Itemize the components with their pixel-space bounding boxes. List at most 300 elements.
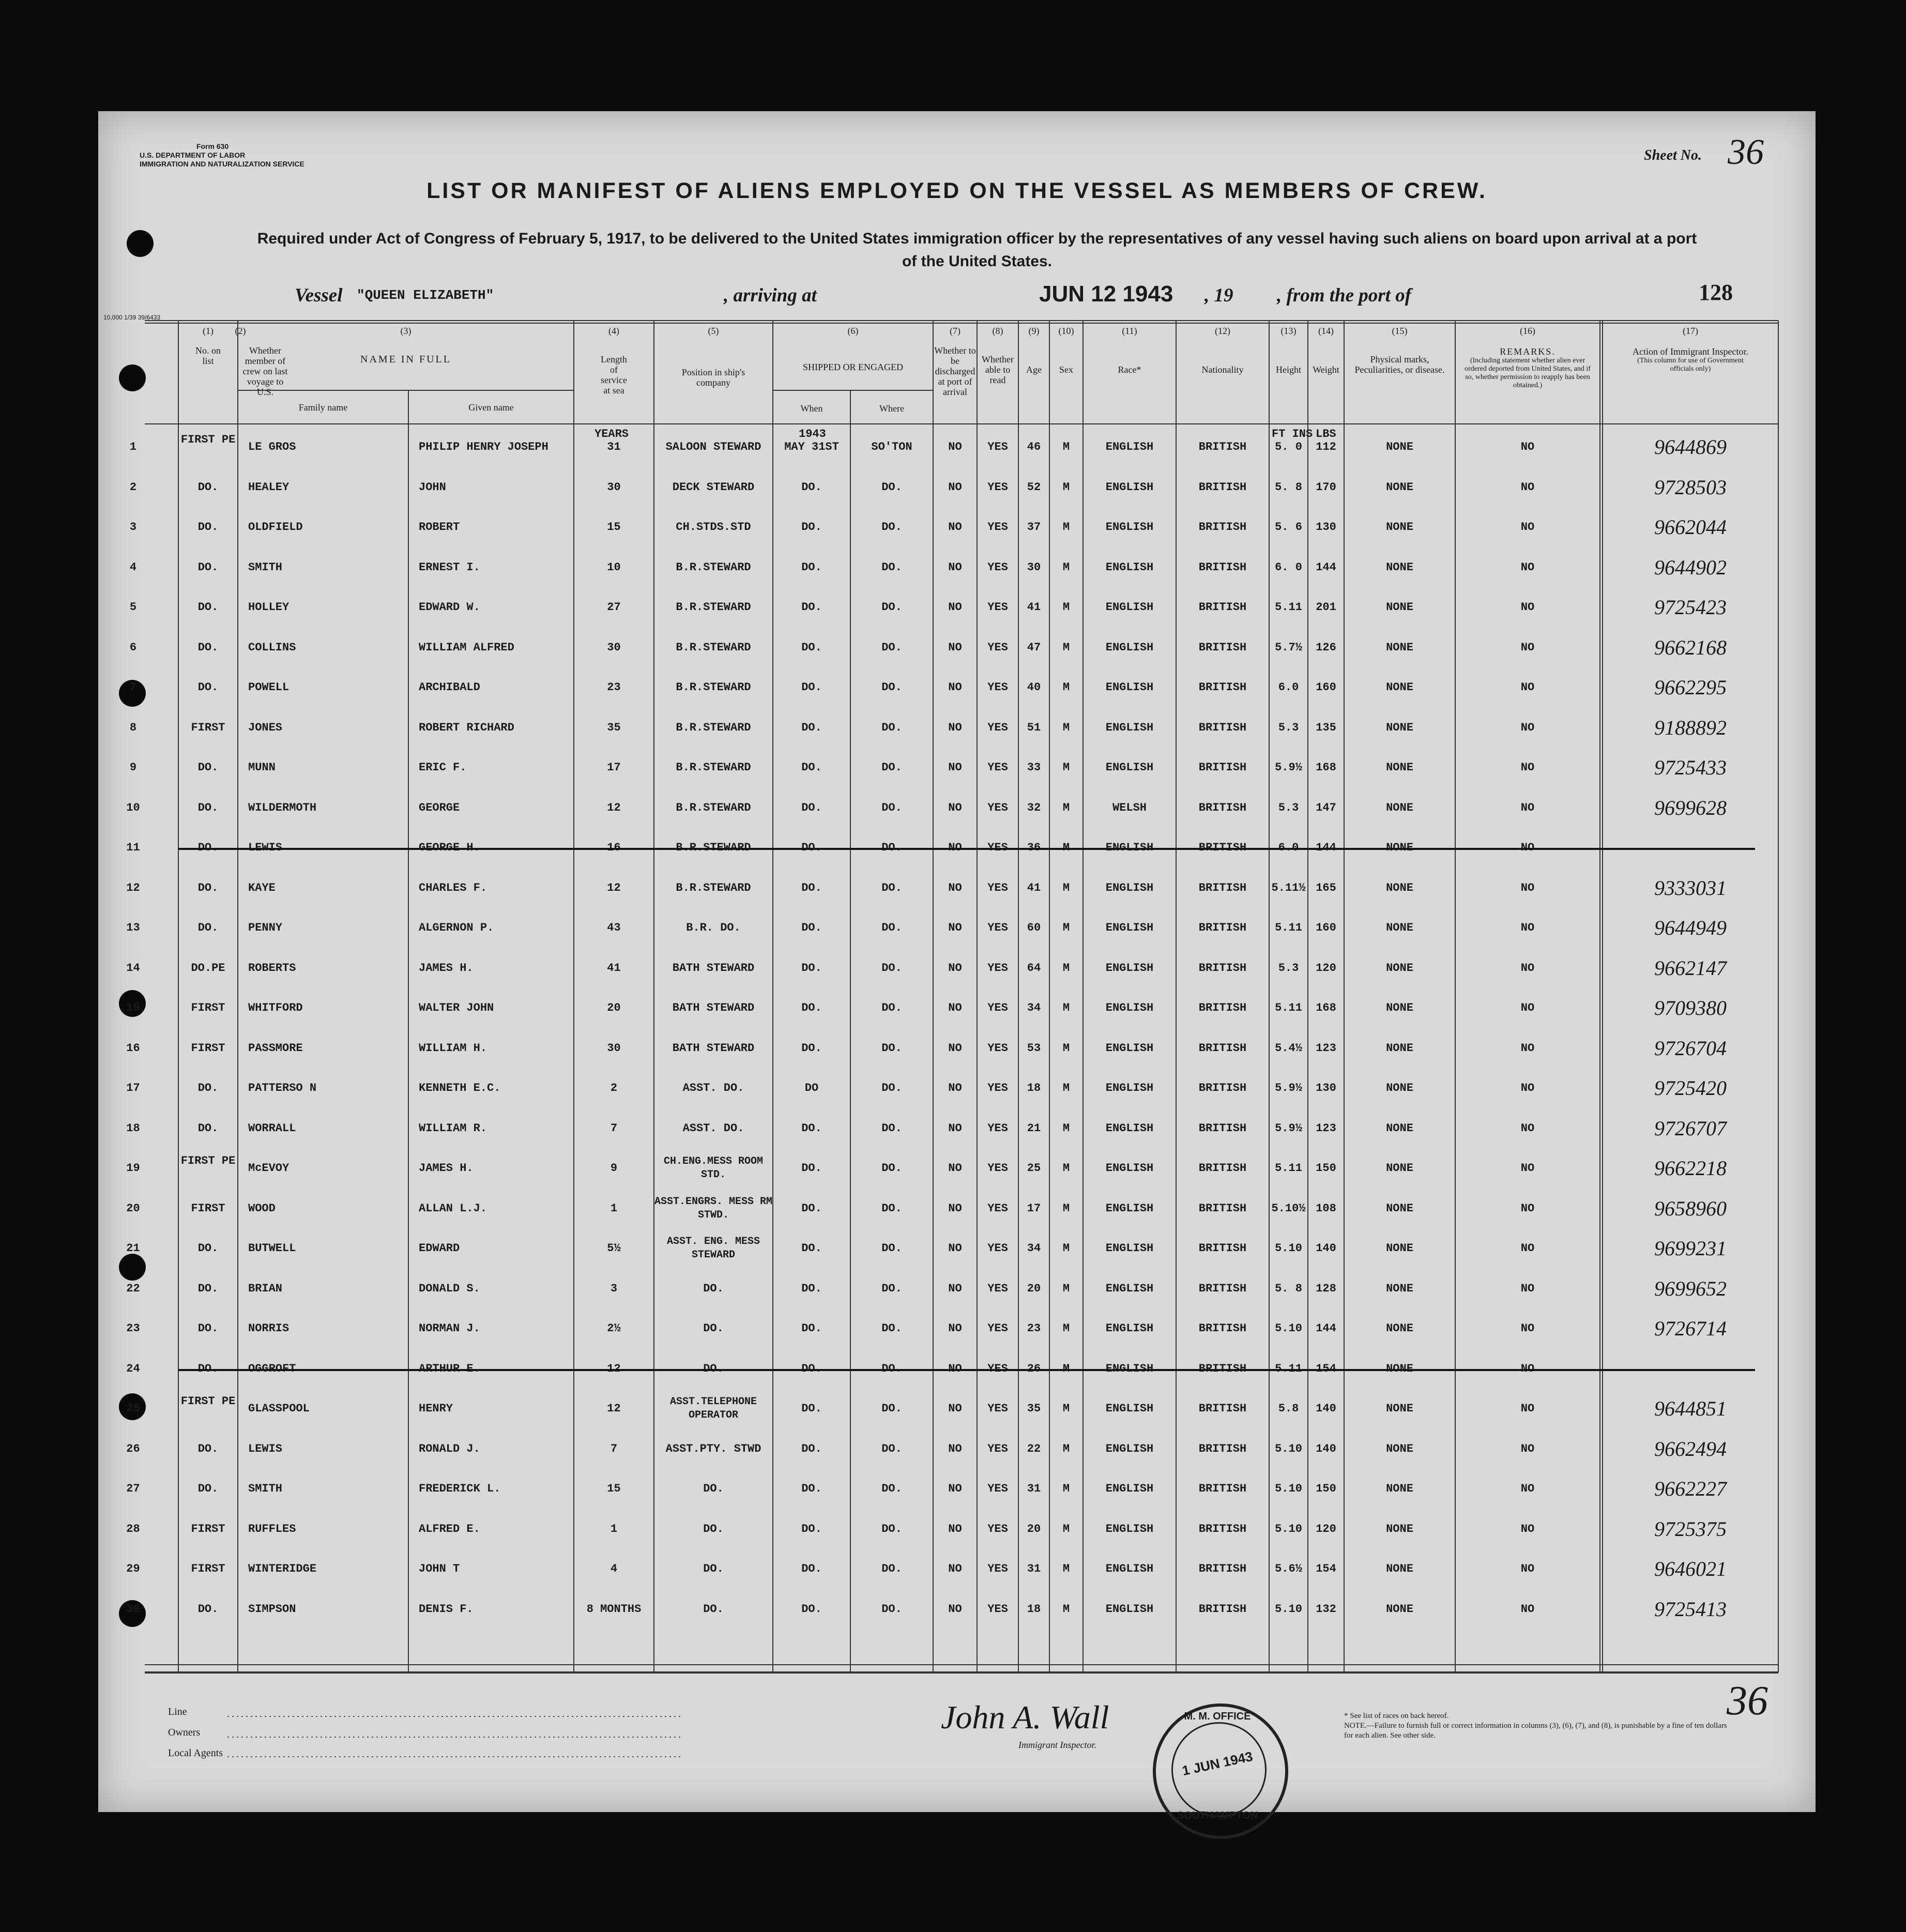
cell-weight: 144 — [1316, 1322, 1336, 1335]
cell-height: 5.3 — [1278, 801, 1299, 814]
cell-service-length: 7 — [610, 1121, 618, 1135]
cell-sex: M — [1062, 721, 1070, 734]
cell-position: B.R.STEWARD — [676, 681, 751, 694]
cell-discharged: NO — [948, 641, 962, 654]
cell-physical-marks: NONE — [1386, 1121, 1413, 1135]
cell-age: 17 — [1027, 1201, 1041, 1215]
col-7-number: (7) — [950, 326, 960, 336]
cell-able-to-read: YES — [987, 761, 1008, 774]
cell-nationality: BRITISH — [1198, 601, 1247, 614]
cell-discharged: NO — [948, 761, 962, 774]
vessel-label: Vessel — [295, 285, 343, 306]
cell-last-voyage: FIRST — [191, 1562, 225, 1575]
cell-shipped-when: DO. — [801, 560, 822, 574]
cell-sex: M — [1062, 761, 1070, 774]
cell-shipped-when: DO. — [801, 1562, 822, 1575]
print-code: 10,000 1/39 39/6433 — [103, 314, 161, 321]
cell-family-name: WINTERIDGE — [248, 1562, 317, 1575]
cell-shipped-when: DO. — [801, 1602, 822, 1616]
cell-position: CH.ENG.MESS ROOM STD. — [663, 1155, 764, 1181]
cell-remarks: NO — [1520, 560, 1535, 574]
cell-discharged: NO — [948, 1121, 962, 1135]
cell-position: BATH STEWARD — [672, 1041, 755, 1055]
cell-age: 20 — [1027, 1522, 1041, 1535]
cell-height: 5.8 — [1278, 1402, 1299, 1415]
cell-race: ENGLISH — [1105, 1041, 1154, 1055]
cell-physical-marks: NONE — [1386, 1242, 1413, 1255]
cell-age: 31 — [1027, 1482, 1041, 1495]
cell-nationality: BRITISH — [1198, 1482, 1247, 1495]
penalty-note: NOTE.—Failure to furnish full or correct information in columns (3), (6), (7), and (8), is punishable by a fine of ten dollars for each alien. See other side. — [1344, 1722, 1727, 1740]
arrival-date: JUN 12 1943 — [1039, 281, 1173, 307]
cell-given-name: WILLIAM ALFRED — [419, 641, 514, 654]
cell-race: ENGLISH — [1105, 1121, 1154, 1135]
cell-physical-marks: NONE — [1386, 521, 1413, 534]
cell-discharged: NO — [948, 601, 962, 614]
cell-height: 5.9½ — [1275, 1121, 1302, 1135]
cell-race: ENGLISH — [1105, 721, 1154, 734]
cell-weight: 132 — [1316, 1602, 1336, 1616]
cell-weight: 150 — [1316, 1162, 1336, 1175]
cell-physical-marks: NONE — [1386, 1082, 1413, 1094]
col-7-label: Whether to be discharged at port of arrival — [934, 345, 976, 397]
cell-remarks: NO — [1520, 681, 1535, 694]
cell-shipped-when: DO. — [801, 761, 822, 774]
cell-nationality: BRITISH — [1198, 560, 1247, 574]
cell-service-length: 2 — [610, 1082, 618, 1094]
cell-height: 5.9½ — [1275, 761, 1302, 774]
col-6-label: SHIPPED OR ENGAGED — [802, 362, 903, 372]
col-4-number: (4) — [608, 326, 619, 336]
cell-family-name: McEVOY — [248, 1162, 289, 1175]
cell-weight: 147 — [1316, 801, 1336, 814]
cell-shipped-where: DO. — [881, 961, 902, 975]
cell-physical-marks: NONE — [1386, 881, 1413, 894]
cell-age: 22 — [1027, 1442, 1041, 1455]
cell-able-to-read: YES — [987, 601, 1008, 614]
cell-position: CH.STDS.STD — [676, 521, 751, 534]
cell-inspector-action: 9699628 — [1654, 796, 1727, 819]
cell-nationality: BRITISH — [1198, 1282, 1247, 1295]
cell-family-name: SIMPSON — [248, 1602, 296, 1616]
cell-family-name: SMITH — [248, 560, 283, 574]
cell-able-to-read: YES — [987, 1602, 1008, 1616]
arriving-label: , arriving at — [724, 285, 817, 306]
col-15-header — [1344, 326, 1455, 375]
cell-able-to-read: YES — [987, 440, 1008, 453]
cell-inspector-action: 9709380 — [1654, 996, 1727, 1020]
col-8-number: (8) — [992, 326, 1003, 336]
col-12-number: (12) — [1215, 326, 1230, 336]
cell-service-length: 43 — [607, 921, 621, 934]
cell-height: 5.11 — [1275, 601, 1302, 614]
cell-service-length: 8 MONTHS — [586, 1602, 642, 1616]
cell-shipped-when: DO. — [801, 721, 822, 734]
cell-position: ASST.ENGRS. MESS RM STWD. — [654, 1195, 773, 1221]
sheet-number-value: 36 — [1728, 132, 1764, 172]
cell-service-length: 20 — [607, 1001, 621, 1014]
cell-family-name: WHITFORD — [248, 1001, 303, 1014]
cell-row-number: 13 — [126, 921, 140, 934]
cell-service-length: 30 — [607, 1041, 621, 1055]
cell-race: ENGLISH — [1105, 480, 1154, 494]
cell-family-name: WOOD — [248, 1201, 276, 1215]
cell-race: ENGLISH — [1105, 560, 1154, 574]
cell-family-name: SMITH — [248, 1482, 283, 1495]
cell-weight: 140 — [1316, 1242, 1336, 1255]
cell-shipped-where: DO. — [881, 1282, 902, 1295]
cell-discharged: NO — [948, 560, 962, 574]
cell-able-to-read: YES — [987, 1282, 1008, 1295]
cell-nationality: BRITISH — [1198, 480, 1247, 494]
cell-last-voyage: DO. — [197, 1442, 219, 1455]
cell-service-length: 5½ — [607, 1242, 621, 1255]
cell-last-voyage: DO. — [197, 761, 219, 774]
cell-nationality: BRITISH — [1198, 521, 1247, 534]
cell-nationality: BRITISH — [1198, 1201, 1247, 1215]
cell-service-length: 7 — [610, 1442, 618, 1455]
cell-age: 64 — [1027, 961, 1041, 975]
cell-row-number: 15 — [126, 1001, 140, 1014]
cell-last-voyage: DO. — [197, 521, 219, 534]
cell-remarks: NO — [1520, 1041, 1535, 1055]
cell-inspector-action: 9725375 — [1654, 1517, 1727, 1541]
cell-able-to-read: YES — [987, 1562, 1008, 1575]
footer-dotted-lines — [227, 1711, 693, 1758]
cell-nationality: BRITISH — [1198, 1322, 1247, 1335]
cell-able-to-read: YES — [987, 881, 1008, 894]
cell-race: ENGLISH — [1105, 601, 1154, 614]
cell-discharged: NO — [948, 1162, 962, 1175]
cell-remarks: NO — [1520, 881, 1535, 894]
cell-row-number: 7 — [129, 681, 137, 694]
cell-race: ENGLISH — [1105, 1562, 1154, 1575]
cell-nationality: BRITISH — [1198, 1242, 1247, 1255]
cell-shipped-where: DO. — [881, 601, 902, 614]
inspector-signature: John A. Wall — [941, 1699, 1109, 1736]
cell-discharged: NO — [948, 921, 962, 934]
col-5-label: Position in ship's company — [681, 367, 745, 388]
cell-given-name: JAMES H. — [419, 961, 474, 975]
cell-last-voyage: FIRST PE — [180, 1154, 236, 1167]
cell-family-name: PENNY — [248, 921, 283, 934]
cell-nationality: BRITISH — [1198, 1442, 1247, 1455]
cell-physical-marks: NONE — [1386, 1282, 1413, 1295]
cell-physical-marks: NONE — [1386, 1162, 1413, 1175]
cell-row-number: 11 — [126, 841, 140, 854]
cell-weight: 140 — [1316, 1442, 1336, 1455]
cell-weight: 168 — [1316, 1001, 1336, 1014]
col-10-number: (10) — [1058, 326, 1074, 336]
cell-family-name: HOLLEY — [248, 601, 289, 614]
cell-shipped-when: DO. — [801, 1482, 822, 1495]
cell-discharged: NO — [948, 521, 962, 534]
col-8-label: Whether able to read — [982, 354, 1014, 385]
col-6-number: (6) — [847, 326, 859, 336]
cell-able-to-read: YES — [987, 560, 1008, 574]
cell-height: 5.10 — [1275, 1442, 1302, 1455]
when-header: When — [800, 403, 823, 414]
cell-physical-marks: NONE — [1386, 721, 1413, 734]
cell-shipped-when: DO. — [801, 1522, 822, 1535]
cell-row-number: 21 — [126, 1242, 140, 1255]
cell-family-name: BRIAN — [248, 1282, 283, 1295]
cell-age: 20 — [1027, 1282, 1041, 1295]
cell-remarks: NO — [1520, 1322, 1535, 1335]
cell-position: DO. — [703, 1482, 724, 1495]
cell-able-to-read: YES — [987, 480, 1008, 494]
cell-given-name: KENNETH E.C. — [419, 1082, 501, 1094]
cell-weight: 123 — [1316, 1041, 1336, 1055]
cell-shipped-where: DO. — [881, 1001, 902, 1014]
cell-last-voyage: FIRST PE — [180, 1395, 236, 1408]
cell-height: 5.10 — [1275, 1522, 1302, 1535]
cell-row-number: 17 — [126, 1082, 140, 1094]
cell-discharged: NO — [948, 1522, 962, 1535]
service-unit: YEARS — [594, 428, 629, 440]
col-15-label: Physical marks, Peculiarities, or disease. — [1354, 354, 1445, 375]
cell-given-name: ROBERT RICHARD — [419, 721, 514, 734]
cell-able-to-read: YES — [987, 1482, 1008, 1495]
inspector-caption: Immigrant Inspector. — [1018, 1740, 1096, 1750]
cell-sex: M — [1062, 1402, 1070, 1415]
cell-last-voyage: DO. — [197, 560, 219, 574]
cell-row-number: 2 — [129, 480, 137, 494]
cell-height: 5. 0 — [1275, 440, 1302, 453]
cell-family-name: JONES — [248, 721, 283, 734]
cell-last-voyage: DO. — [197, 1242, 219, 1255]
cell-row-number: 10 — [126, 801, 140, 814]
manifest-sheet — [98, 111, 1816, 1821]
cell-race: ENGLISH — [1105, 681, 1154, 694]
cell-last-voyage: FIRST — [191, 1201, 225, 1215]
cell-weight: 160 — [1316, 681, 1336, 694]
cell-nationality: BRITISH — [1198, 1001, 1247, 1014]
cell-height: 5.11½ — [1271, 881, 1306, 894]
cell-age: 41 — [1027, 881, 1041, 894]
cell-service-length: 1 — [610, 1201, 618, 1215]
cell-sex: M — [1062, 881, 1070, 894]
cell-able-to-read: YES — [987, 1402, 1008, 1415]
cell-shipped-where: DO. — [881, 1562, 902, 1575]
col-4-header — [574, 326, 654, 395]
cell-physical-marks: NONE — [1386, 1201, 1413, 1215]
cell-able-to-read: YES — [987, 681, 1008, 694]
cell-nationality: BRITISH — [1198, 761, 1247, 774]
cell-shipped-where: DO. — [881, 721, 902, 734]
cell-family-name: BUTWELL — [248, 1242, 296, 1255]
cell-service-length: 30 — [607, 641, 621, 654]
cell-row-number: 27 — [126, 1482, 140, 1495]
cell-family-name: WORRALL — [248, 1121, 296, 1135]
cell-race: ENGLISH — [1105, 521, 1154, 534]
cell-sex: M — [1062, 1562, 1070, 1575]
col-12-label: Nationality — [1201, 364, 1244, 375]
cell-shipped-when: DO. — [801, 601, 822, 614]
line-label: Line — [168, 1706, 187, 1717]
cell-sex: M — [1062, 1121, 1070, 1135]
cell-race: ENGLISH — [1105, 881, 1154, 894]
cell-age: 30 — [1027, 560, 1041, 574]
col-17-sublabel: (This column for use of Government officials only) — [1637, 357, 1744, 373]
cell-weight: 144 — [1316, 560, 1336, 574]
col-10-label: Sex — [1059, 364, 1073, 375]
cell-height: 5.10 — [1275, 1602, 1302, 1616]
cell-given-name: DENIS F. — [419, 1602, 474, 1616]
cell-nationality: BRITISH — [1198, 881, 1247, 894]
cell-given-name: PHILIP HENRY JOSEPH — [419, 440, 548, 453]
col-1-number: (1) — [203, 326, 214, 336]
cell-shipped-when: DO. — [801, 961, 822, 975]
cell-given-name: ARCHIBALD — [419, 681, 480, 694]
cell-weight: 120 — [1316, 961, 1336, 975]
year-label: , 19 — [1204, 285, 1233, 306]
cell-position: B.R.STEWARD — [676, 560, 751, 574]
col-8-header — [977, 326, 1018, 385]
cell-last-voyage: FIRST — [191, 1522, 225, 1535]
cell-family-name: HEALEY — [248, 480, 289, 494]
cell-height: 5.7½ — [1275, 641, 1302, 654]
cell-given-name: WILLIAM H. — [419, 1041, 487, 1055]
cell-row-number: 18 — [126, 1121, 140, 1135]
cell-shipped-when: DO. — [801, 521, 822, 534]
cell-age: 34 — [1027, 1242, 1041, 1255]
cell-position: DO. — [703, 1522, 724, 1535]
cell-family-name: PASSMORE — [248, 1041, 303, 1055]
cell-nationality: BRITISH — [1198, 1162, 1247, 1175]
cell-remarks: NO — [1520, 1242, 1535, 1255]
col-13-header — [1269, 326, 1308, 375]
cell-row-number: 1 — [129, 440, 137, 453]
cell-shipped-where: DO. — [881, 1482, 902, 1495]
col-5-header — [654, 326, 773, 388]
page-title: LIST OR MANIFEST OF ALIENS EMPLOYED ON THE VESSEL AS MEMBERS OF CREW. — [426, 178, 1487, 203]
cell-nationality: BRITISH — [1198, 921, 1247, 934]
cell-service-length: 17 — [607, 761, 621, 774]
cell-sex: M — [1062, 440, 1070, 453]
cell-physical-marks: NONE — [1386, 681, 1413, 694]
cell-race: ENGLISH — [1105, 921, 1154, 934]
cell-able-to-read: YES — [987, 1522, 1008, 1535]
cell-shipped-where: DO. — [881, 681, 902, 694]
cell-shipped-when: DO. — [801, 1242, 822, 1255]
cell-race: ENGLISH — [1105, 1282, 1154, 1295]
cell-discharged: NO — [948, 881, 962, 894]
cell-row-number: 23 — [126, 1322, 140, 1335]
cell-given-name: GEORGE — [419, 801, 460, 814]
cell-given-name: EDWARD W. — [419, 601, 480, 614]
cell-remarks: NO — [1520, 1121, 1535, 1135]
cell-height: 5.9½ — [1275, 1082, 1302, 1094]
cell-discharged: NO — [948, 1562, 962, 1575]
cell-age: 32 — [1027, 801, 1041, 814]
cell-position: ASST.PTY. STWD — [665, 1442, 761, 1455]
cell-row-number: 29 — [126, 1562, 140, 1575]
cell-service-length: 4 — [610, 1562, 618, 1575]
cell-weight: 135 — [1316, 721, 1336, 734]
cell-nationality: BRITISH — [1198, 721, 1247, 734]
cell-remarks: NO — [1520, 1082, 1535, 1094]
cell-inspector-action: 9662147 — [1654, 956, 1727, 980]
cell-service-length: 1 — [610, 1522, 618, 1535]
cell-row-number: 22 — [126, 1282, 140, 1295]
cell-height: 5.11 — [1275, 1001, 1302, 1014]
cell-age: 40 — [1027, 681, 1041, 694]
cell-height: 5.10 — [1275, 1242, 1302, 1255]
cell-last-voyage: DO.PE — [191, 961, 225, 975]
cell-last-voyage: DO. — [197, 1482, 219, 1495]
cell-discharged: NO — [948, 1402, 962, 1415]
cell-weight: 168 — [1316, 761, 1336, 774]
cell-race: ENGLISH — [1105, 1242, 1154, 1255]
cell-last-voyage: DO. — [197, 1282, 219, 1295]
cell-shipped-when: MAY 31ST — [784, 440, 839, 453]
cell-remarks: NO — [1520, 480, 1535, 494]
cell-shipped-where: DO. — [881, 921, 902, 934]
cell-shipped-when: DO. — [801, 1041, 822, 1055]
cell-shipped-when: DO. — [801, 1282, 822, 1295]
cell-physical-marks: NONE — [1386, 641, 1413, 654]
col-9-label: Age — [1026, 364, 1042, 375]
cell-shipped-where: DO. — [881, 521, 902, 534]
cell-inspector-action: 9726714 — [1654, 1317, 1727, 1340]
cell-shipped-where: DO. — [881, 761, 902, 774]
col-3-number: (3) — [400, 326, 411, 336]
cell-age: 18 — [1027, 1602, 1041, 1616]
cell-service-length: 10 — [607, 560, 621, 574]
cell-last-voyage: FIRST — [191, 1041, 225, 1055]
sheet-number-label: Sheet No. — [1644, 147, 1702, 163]
cell-nationality: BRITISH — [1198, 681, 1247, 694]
cell-position: ASST. DO. — [682, 1082, 744, 1094]
cell-row-number: 19 — [126, 1162, 140, 1175]
cell-given-name: NORMAN J. — [419, 1322, 480, 1335]
cell-sex: M — [1062, 1442, 1070, 1455]
cell-sex: M — [1062, 1482, 1070, 1495]
cell-sex: M — [1062, 961, 1070, 975]
cell-service-length: 31 — [607, 440, 621, 453]
cell-shipped-when: DO. — [801, 1402, 822, 1415]
cell-position: SALOON STEWARD — [665, 440, 761, 453]
cell-last-voyage: DO. — [197, 641, 219, 654]
cell-inspector-action: 9644869 — [1654, 435, 1727, 459]
cell-position: B.R.STEWARD — [676, 801, 751, 814]
cell-shipped-when: DO. — [801, 801, 822, 814]
col-1-label: No. on list — [195, 345, 221, 366]
cell-last-voyage: FIRST PE — [180, 433, 236, 446]
col-15-number: (15) — [1392, 326, 1408, 336]
cell-age: 21 — [1027, 1121, 1041, 1135]
cell-sex: M — [1062, 1201, 1070, 1215]
cell-shipped-when: DO. — [801, 681, 822, 694]
cell-physical-marks: NONE — [1386, 1562, 1413, 1575]
cell-service-length: 12 — [607, 801, 621, 814]
cell-race: ENGLISH — [1105, 1201, 1154, 1215]
cell-race: ENGLISH — [1105, 1082, 1154, 1094]
cell-weight: 120 — [1316, 1522, 1336, 1535]
cell-family-name: LE GROS — [248, 440, 296, 453]
cell-given-name: DONALD S. — [419, 1282, 480, 1295]
cell-discharged: NO — [948, 681, 962, 694]
cell-shipped-where: DO. — [881, 1041, 902, 1055]
cell-remarks: NO — [1520, 521, 1535, 534]
col-11-header — [1083, 326, 1176, 375]
cell-physical-marks: NONE — [1386, 601, 1413, 614]
cell-discharged: NO — [948, 1282, 962, 1295]
cell-remarks: NO — [1520, 1282, 1535, 1295]
cell-nationality: BRITISH — [1198, 1121, 1247, 1135]
cell-able-to-read: YES — [987, 961, 1008, 975]
